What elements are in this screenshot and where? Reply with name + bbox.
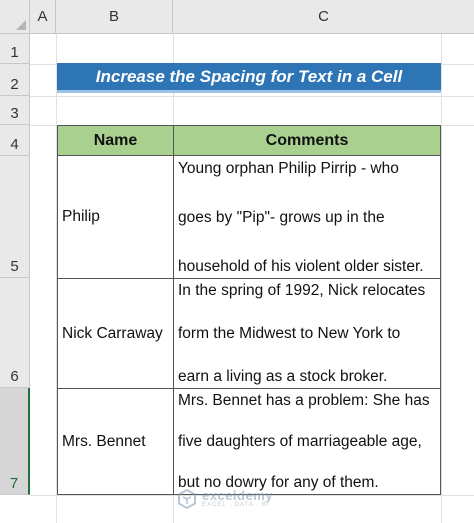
gridline [441,34,442,523]
gridline [30,96,474,97]
name-cell-nick-carraway[interactable] [57,278,174,389]
column-header-c[interactable]: C [173,0,474,34]
column-header-a[interactable]: A [30,0,56,34]
name-text: Nick Carraway [62,324,163,342]
comment-line: earn a living as a stock broker. [178,368,388,385]
exceldemy-logo-icon [176,488,198,510]
comment-line: five daughters of marriageable age, [178,433,422,450]
comment-line: Young orphan Philip Pirrip - who [178,160,399,177]
row-header-4[interactable]: 4 [0,125,30,156]
column-header-b[interactable]: B [56,0,173,34]
row-header-1[interactable]: 1 [0,34,30,64]
row-header-5[interactable]: 5 [0,156,30,278]
comment-line: In the spring of 1992, Nick relocates [178,282,426,299]
comment-line: household of his violent older sister. [178,258,424,275]
watermark-text [202,489,273,509]
select-all-icon [16,20,26,30]
comment-cell-mrs-bennet[interactable] [173,388,441,495]
name-text: Mrs. Bennet [62,432,146,450]
row-header-6[interactable]: 6 [0,278,30,388]
name-text: Philip [62,208,100,225]
watermark [176,488,273,510]
name-cell-mrs-bennet[interactable] [57,388,174,495]
row-header-2[interactable]: 2 [0,64,30,96]
comment-line: but no dowry for any of them. [178,474,379,491]
watermark-tagline: EXCEL · DATA · BI [202,502,270,508]
header-name-cell[interactable]: Name [57,125,174,156]
row-header-3[interactable]: 3 [0,96,30,125]
comment-line: goes by "Pip"- grows up in the [178,209,385,226]
row-header-7[interactable]: 7 [0,388,30,495]
select-all-corner[interactable] [0,0,30,34]
comment-line: Mrs. Bennet has a problem: She has [178,392,430,409]
comment-cell-philip[interactable] [173,155,441,279]
header-comments-cell[interactable]: Comments [173,125,441,156]
title-banner[interactable]: Increase the Spacing for Text in a Cell [57,63,441,93]
watermark-brand: exceldemy [202,488,273,503]
comment-cell-nick-carraway[interactable] [173,278,441,389]
comment-line: form the Midwest to New York to [178,325,401,342]
name-cell-philip[interactable] [57,155,174,279]
